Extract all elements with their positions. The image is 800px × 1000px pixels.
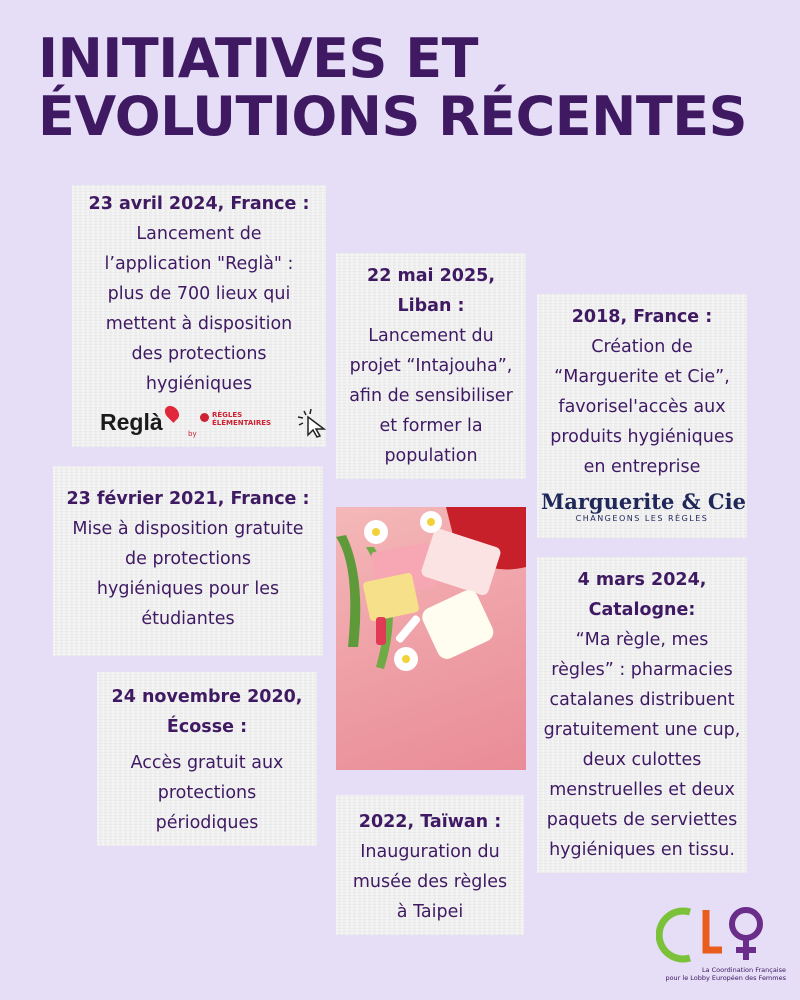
marguerite-logo xyxy=(541,489,746,530)
card-date xyxy=(537,565,747,625)
card-date-line: 4 mars 2024, xyxy=(577,570,707,590)
card-text-line: population xyxy=(384,446,478,466)
card-text-line: en entreprise xyxy=(583,457,701,477)
card-date-line: Écosse : xyxy=(166,717,248,737)
card-text-line: Accès gratuit aux xyxy=(130,753,284,773)
regles-elementaires-wordmark xyxy=(212,411,271,427)
card-date-line: Catalogne: xyxy=(588,600,696,620)
title-line-1: INITIATIVES ET xyxy=(38,27,478,90)
marguerite-tagline: CHANGEONS LES RÈGLES xyxy=(575,514,709,523)
clef-logo xyxy=(650,900,790,995)
card-text-line: deux culottes xyxy=(582,750,702,770)
page-title xyxy=(38,27,778,148)
card-date xyxy=(97,682,317,742)
card-date-line: 24 novembre 2020, xyxy=(111,687,303,707)
card-text-line: à Taipei xyxy=(396,902,464,922)
regla-by: by xyxy=(188,430,197,438)
card-text-line: paquets de serviettes xyxy=(546,810,738,830)
card-text-line: hygiéniques xyxy=(145,374,253,394)
card-text-line: afin de sensibiliser xyxy=(349,386,513,406)
card-france-2021 xyxy=(53,466,323,656)
card-text-line: règles” : pharmacies xyxy=(551,660,733,680)
card-text-line: menstruelles et deux xyxy=(549,780,735,800)
card-text-line: Création de xyxy=(591,337,693,357)
card-liban-2025 xyxy=(336,253,526,479)
card-text-line: “Ma règle, mes xyxy=(575,630,709,650)
brand-line: RÈGLES xyxy=(212,411,243,419)
brand-line: ÉLÉMENTAIRES xyxy=(212,419,272,427)
photo-illustration xyxy=(336,507,526,770)
card-text-line: et former la xyxy=(379,416,483,436)
card-text-line: l’application "Reglà" : xyxy=(104,254,294,274)
card-text-line: produits hygiéniques xyxy=(550,427,734,447)
clef-caption xyxy=(650,966,786,982)
title-line-2: ÉVOLUTIONS RÉCENTES xyxy=(38,85,747,148)
card-date: 2022, Taïwan : xyxy=(358,812,502,832)
card-date xyxy=(336,261,526,321)
card-text-line: musée des règles xyxy=(352,872,508,892)
card-text-line: Mise à disposition gratuite xyxy=(72,519,304,539)
card-text-line: de protections xyxy=(125,549,251,569)
clef-caption-line: pour le Lobby Européen des Femmes xyxy=(665,974,786,982)
card-date: 23 février 2021, France : xyxy=(66,489,310,509)
card-text-line: “Marguerite et Cie”, xyxy=(554,367,730,387)
card-text-line: périodiques xyxy=(155,813,259,833)
card-text-line: gratuitement une cup, xyxy=(543,720,741,740)
card-text-line: Inauguration du xyxy=(360,842,500,862)
card-date: 23 avril 2024, France : xyxy=(88,194,310,214)
map-pin-icon xyxy=(162,403,182,423)
card-text-line: hygiéniques en tissu. xyxy=(549,840,735,860)
card-date-line: Liban : xyxy=(397,296,465,316)
card-text-line: hygiéniques pour les xyxy=(96,579,280,599)
menstrual-products-photo xyxy=(336,507,526,770)
card-text-line: plus de 700 lieux qui xyxy=(107,284,291,304)
card-date: 2018, France : xyxy=(571,307,713,327)
card-catalogne-2024 xyxy=(537,557,747,873)
card-text-line: protections xyxy=(157,783,257,803)
regla-logo xyxy=(100,405,320,439)
card-text-line: mettent à disposition xyxy=(105,314,293,334)
card-text-line: Lancement du xyxy=(368,326,494,346)
marguerite-wordmark: Marguerite & Cie xyxy=(541,489,746,514)
regla-wordmark: Reglà xyxy=(100,409,163,435)
card-taiwan-2022 xyxy=(336,795,524,935)
card-text-line: projet “Intajouha”, xyxy=(349,356,513,376)
card-marguerite-2018 xyxy=(537,294,747,538)
card-ecosse-2020 xyxy=(97,672,317,846)
card-text-line: Lancement de xyxy=(136,224,262,244)
card-regla-2024 xyxy=(72,185,326,447)
card-date-line: 22 mai 2025, xyxy=(367,266,495,286)
brand-dot-icon xyxy=(200,413,209,422)
clef-caption-line: La Coordination Française xyxy=(701,966,786,974)
clef-emblem-icon xyxy=(656,900,776,966)
card-text-line: étudiantes xyxy=(141,609,235,629)
cursor-click-icon xyxy=(294,405,328,439)
card-text-line: favorisel'accès aux xyxy=(558,397,726,417)
card-text-line: catalanes distribuent xyxy=(549,690,735,710)
card-text-line: des protections xyxy=(131,344,267,364)
